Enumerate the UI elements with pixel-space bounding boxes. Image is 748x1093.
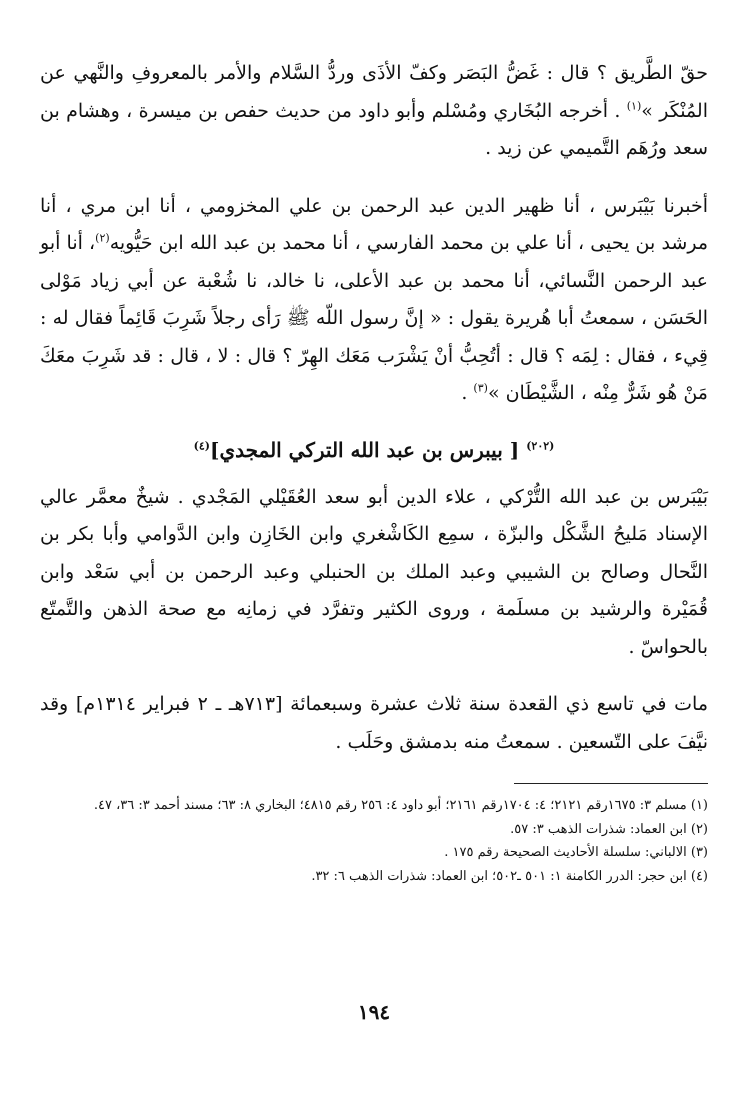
- footnote-ref: (٤): [193, 438, 210, 452]
- footnote-1: (١) مسلم ٣: ١٦٧٥رقم ٢١٢١؛ ٤: ١٧٠٤رقم ٢١٦١؛ أبو داود ٤: ٢٥٦ رقم ٤٨١٥؛ البخاري ٨: ٦٣؛ مسند أحمد ٣: ٣٦، ٤٧.: [93, 798, 708, 813]
- page-body: [40, 55, 708, 888]
- paragraph-isnad-narration: أخبرنا بَيْبَرس ، أنا ظهير الدين عبد الرحمن بن علي المخزومي ، أنا ابن مري ، أنا مرشد بن يحيى ، أنا علي بن محمد الفارسي ، أنا محمد بن عبد الله ابن حَيُّويه$^{(٢)}$، أنا أبو عبد الرحمن النَّسائي، أنا محمد بن عبد الأعلى، نا خالد، نا شُعْبة عن أبي زياد مَوْلى الحَسَن ، سمعتُ أبا هُريرة يقول : « إنَّ رسول اللّه ﷺ رَأى رجلاً شَرِبَ قَائِماً فقال له : قِيء ، فقال : لِمَه ؟ قال : أتُحِبُّ أنْ يَشْرَب مَعَك الهِرّ ؟ قال : لا ، قال : قد شَرِبَ معَكَ مَنْ هُو شَرٌّ مِنْه ، الشَّيْطَان »$^{(٣)}$ .: [40, 194, 709, 404]
- footnote-ref: (٢٠٢): [526, 438, 555, 452]
- page-number: ١٩٤: [357, 1000, 391, 1024]
- footnote-ref: (٣): [473, 381, 488, 395]
- footnote-2: (٢) ابن العماد: شذرات الذهب ٣: ٥٧.: [510, 821, 708, 837]
- paragraph-death-date: مات في تاسع ذي القعدة سنة ثلاث عشرة وسبعمائة [٧١٣هـ ـ ٢ فبراير ١٣١٤م] وقد نيَّفَ على التّسعين . سمعتُ منه بدمشق وحَلَب .: [40, 693, 709, 753]
- paragraph-hadith-continuation: حقّ الطَّريق ؟ قال : غَضُّ البَصَر وكفّ الأذَى وردُّ السَّلام والأمر بالمعروفِ والنَّهي عن المُنْكَر »$^{(١)}$ . أخرجه البُخَاري ومُسْلم وأبو داود من حديث حفص بن ميسرة ، وهشام بن سعد ورُهَم التَّميمي عن زيد .: [40, 62, 708, 159]
- footnote-3: (٣) الالباني: سلسلة الأحاديث الصحيحة رقم ١٧٥ .: [444, 845, 708, 860]
- footnote-ref: (٢): [95, 231, 110, 245]
- footnote-divider: [514, 783, 708, 784]
- footnote-ref: (١): [626, 99, 642, 113]
- paragraph-biography: بَيْبَرس بن عبد الله التُّرْكي ، علاء الدين أبو سعد العُقَيْلي المَجْدي . شيخٌ معمَّر عالي الإسناد مَليحُ الشَّكْل والبزّة ، سمِع الكَاشْغري وابن الخَازِن وابن الدَّوامي وأبا بكر بن النَّحال وصالح بن الشيبي وعبد الملك بن الحنبلي وعبد الرحمن بن أبي سَعْد وابن قُمَيْرة والرشيد بن مسلَمة ، وروى الكثير وتفرَّد في زمانِه مع صحة الذهن والتَّمتّع بالحواسّ .: [40, 485, 708, 658]
- entry-heading: $^{(٢٠٢)}$ [ بيبرس بن عبد الله التركي المجدي]$^{(٤)}$: [193, 437, 555, 462]
- footnotes: [40, 794, 708, 888]
- footnote-4: (٤) ابن حجر: الدرر الكامنة ١: ٥٠١ ـ٥٠٢؛ ابن العماد: شذرات الذهب ٦: ٣٢.: [311, 868, 708, 884]
